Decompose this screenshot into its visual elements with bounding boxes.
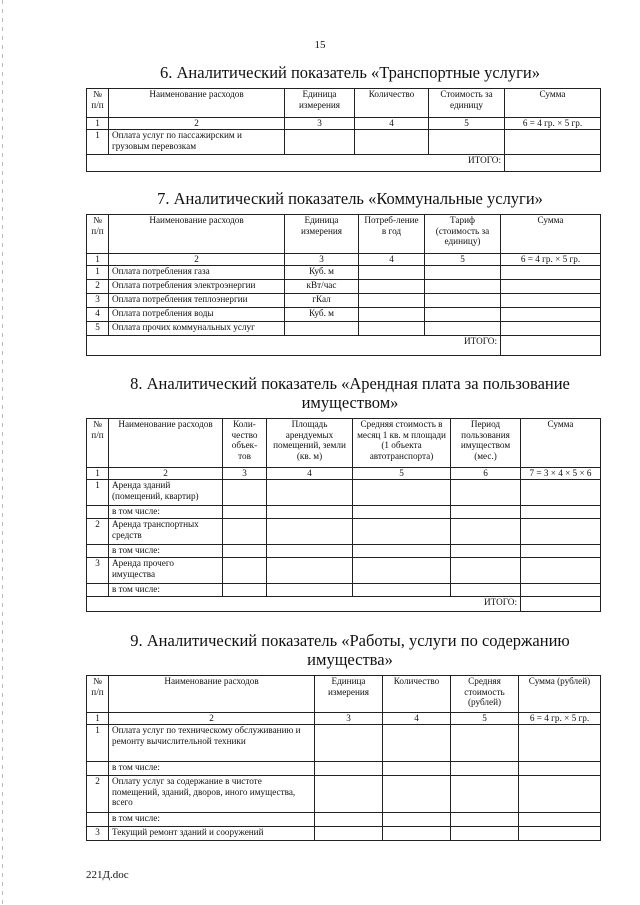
numbering-cell: 4	[267, 468, 353, 480]
empty-cell	[359, 308, 425, 322]
numbering-cell: 4	[383, 713, 451, 725]
header-cell: Коли-чество объек-тов	[223, 419, 267, 468]
empty-cell	[425, 294, 501, 308]
row-number: 3	[87, 827, 109, 841]
empty-cell	[223, 584, 267, 597]
footer-filename: 221Д.doc	[86, 869, 129, 881]
header-cell: Сумма (рублей)	[519, 676, 601, 713]
empty-cell	[267, 480, 353, 506]
total-value-box	[521, 597, 601, 612]
row-unit: Куб. м	[285, 308, 359, 322]
empty-cell	[359, 294, 425, 308]
empty-cell	[383, 762, 451, 776]
numbering-cell: 3	[223, 468, 267, 480]
numbering-cell: 3	[285, 118, 355, 130]
empty-cell	[223, 480, 267, 506]
row-name: в том числе:	[109, 762, 315, 776]
empty-cell	[519, 725, 601, 762]
header-cell: Единица измерения	[285, 215, 359, 254]
empty-cell	[383, 813, 451, 827]
empty-cell	[267, 545, 353, 558]
header-cell: Средняя стоимость (рублей)	[451, 676, 519, 713]
row-name: в том числе:	[109, 813, 315, 827]
numbering-cell: 2	[109, 713, 315, 725]
header-cell: № п/п	[87, 676, 109, 713]
header-cell: Количество	[383, 676, 451, 713]
row-unit	[285, 322, 359, 336]
header-cell: Сумма	[501, 215, 601, 254]
table-row	[87, 519, 601, 545]
empty-cell	[519, 776, 601, 813]
row-name: Оплата потребления теплоэнергии	[109, 294, 285, 308]
row-unit	[285, 130, 355, 155]
empty-cell	[451, 480, 521, 506]
empty-cell	[451, 762, 519, 776]
numbering-row	[87, 468, 601, 480]
numbering-cell: 6	[451, 468, 521, 480]
row-name: Аренда прочего имущества	[109, 558, 223, 584]
empty-cell	[267, 519, 353, 545]
page-number: 15	[314, 39, 326, 51]
empty-cell	[353, 480, 451, 506]
empty-cell	[383, 725, 451, 762]
empty-cell	[501, 308, 601, 322]
empty-cell	[383, 827, 451, 841]
numbering-cell: 4	[359, 254, 425, 266]
header-cell: Наименование расходов	[109, 676, 315, 713]
header-cell: Сумма	[521, 419, 601, 468]
header-cell: Площадь арендуемых помещений, земли (кв. м)	[267, 419, 353, 468]
table-row	[87, 322, 601, 336]
empty-cell	[451, 519, 521, 545]
header-cell: Потреб-ление в год	[359, 215, 425, 254]
empty-cell	[353, 584, 451, 597]
row-name: в том числе:	[109, 545, 223, 558]
numbering-row	[87, 713, 601, 725]
empty-cell	[353, 545, 451, 558]
empty-cell	[521, 519, 601, 545]
row-name: Оплата потребления воды	[109, 308, 285, 322]
total-row	[87, 336, 601, 356]
numbering-cell: 7 = 3 × 4 × 5 × 6	[521, 468, 601, 480]
table-row	[87, 506, 601, 519]
empty-cell	[267, 506, 353, 519]
header-cell: № п/п	[87, 419, 109, 468]
empty-cell	[451, 506, 521, 519]
header-cell: Тариф (стоимость за единицу)	[425, 215, 501, 254]
numbering-cell: 1	[87, 118, 109, 130]
empty-cell	[359, 322, 425, 336]
empty-cell	[501, 266, 601, 280]
table-row	[87, 266, 601, 280]
empty-cell	[425, 322, 501, 336]
row-unit: Куб. м	[285, 266, 359, 280]
total-label: ИТОГО:	[87, 336, 501, 356]
empty-cell	[355, 130, 429, 155]
row-unit: кВт/час	[285, 280, 359, 294]
empty-cell	[267, 584, 353, 597]
row-name: в том числе:	[109, 506, 223, 519]
table-row	[87, 280, 601, 294]
numbering-cell: 5	[429, 118, 505, 130]
empty-cell	[315, 813, 383, 827]
empty-cell	[519, 762, 601, 776]
empty-cell	[451, 776, 519, 813]
header-cell: Единица измерения	[285, 89, 355, 118]
numbering-cell: 1	[87, 254, 109, 266]
empty-cell	[223, 558, 267, 584]
empty-cell	[425, 266, 501, 280]
section-8-title: 8. Аналитический показатель «Арендная плата за пользование имуществом»	[130, 374, 570, 412]
row-name: Оплата потребления электроэнергии	[109, 280, 285, 294]
row-name: Оплата услуг по техническому обслуживанию и ремонту вычислительной техники	[109, 725, 315, 762]
row-number: 1	[87, 725, 109, 762]
empty-cell	[315, 762, 383, 776]
row-unit: гКал	[285, 294, 359, 308]
total-label: ИТОГО:	[87, 597, 521, 612]
section-6-title: 6. Аналитический показатель «Транспортные услуги»	[160, 63, 540, 82]
table-row	[87, 480, 601, 506]
row-name: Текущий ремонт зданий и сооружений	[109, 827, 315, 841]
table-row	[87, 558, 601, 584]
row-number	[87, 584, 109, 597]
row-number: 3	[87, 294, 109, 308]
numbering-cell: 2	[109, 118, 285, 130]
empty-cell	[315, 827, 383, 841]
empty-cell	[353, 558, 451, 584]
header-cell: Количество	[355, 89, 429, 118]
empty-cell	[521, 545, 601, 558]
empty-cell	[223, 506, 267, 519]
empty-cell	[223, 545, 267, 558]
empty-cell	[505, 130, 601, 155]
table-row	[87, 545, 601, 558]
header-cell: Сумма	[505, 89, 601, 118]
total-label: ИТОГО:	[87, 155, 505, 172]
row-number: 3	[87, 558, 109, 584]
numbering-cell: 6 = 4 гр. × 5 гр.	[501, 254, 601, 266]
empty-cell	[451, 827, 519, 841]
row-name: Оплата прочих коммунальных услуг	[109, 322, 285, 336]
numbering-cell: 5	[353, 468, 451, 480]
table-row	[87, 813, 601, 827]
row-name: в том числе:	[109, 584, 223, 597]
empty-cell	[267, 558, 353, 584]
row-number: 1	[87, 130, 109, 155]
numbering-cell: 1	[87, 713, 109, 725]
header-cell: № п/п	[87, 215, 109, 254]
empty-cell	[521, 584, 601, 597]
numbering-cell: 4	[355, 118, 429, 130]
table-row	[87, 762, 601, 776]
empty-cell	[501, 322, 601, 336]
header-cell: Единица измерения	[315, 676, 383, 713]
empty-cell	[521, 506, 601, 519]
row-number	[87, 545, 109, 558]
row-number	[87, 506, 109, 519]
row-number	[87, 813, 109, 827]
empty-cell	[451, 813, 519, 827]
header-cell: Наименование расходов	[109, 89, 285, 118]
table-row	[87, 584, 601, 597]
table-row	[87, 776, 601, 813]
header-cell: Стоимость за единицу	[429, 89, 505, 118]
row-number: 2	[87, 519, 109, 545]
empty-cell	[223, 519, 267, 545]
row-number: 2	[87, 280, 109, 294]
section-8-table	[86, 418, 601, 612]
header-cell: Наименование расходов	[109, 419, 223, 468]
header-cell: Период пользования имуществом (мес.)	[451, 419, 521, 468]
numbering-cell: 6 = 4 гр. × 5 гр.	[519, 713, 601, 725]
empty-cell	[451, 545, 521, 558]
empty-cell	[521, 480, 601, 506]
header-row	[87, 676, 601, 713]
empty-cell	[383, 776, 451, 813]
numbering-cell: 1	[87, 468, 109, 480]
table-row	[87, 294, 601, 308]
table-row	[87, 130, 601, 155]
row-name: Оплата потребления газа	[109, 266, 285, 280]
table-row	[87, 725, 601, 762]
empty-cell	[315, 776, 383, 813]
row-number: 1	[87, 266, 109, 280]
section-6-table	[86, 88, 601, 172]
binding-margin-dots	[2, 0, 10, 905]
empty-cell	[359, 266, 425, 280]
numbering-cell: 6 = 4 гр. × 5 гр.	[505, 118, 601, 130]
empty-cell	[425, 308, 501, 322]
numbering-cell: 2	[109, 254, 285, 266]
table-row	[87, 827, 601, 841]
header-row	[87, 215, 601, 254]
section-7-table	[86, 214, 601, 356]
table-row	[87, 308, 601, 322]
header-cell: Наименование расходов	[109, 215, 285, 254]
row-name: Аренда транспортных средств	[109, 519, 223, 545]
header-row	[87, 89, 601, 118]
numbering-cell: 5	[425, 254, 501, 266]
empty-cell	[519, 813, 601, 827]
row-name: Аренда зданий (помещений, квартир)	[109, 480, 223, 506]
row-number: 2	[87, 776, 109, 813]
total-row	[87, 155, 601, 172]
header-row	[87, 419, 601, 468]
header-cell: № п/п	[87, 89, 109, 118]
total-row	[87, 597, 601, 612]
row-name: Оплату услуг за содержание в чистоте помещений, зданий, дворов, иного имущества, всего	[109, 776, 315, 813]
row-number: 1	[87, 480, 109, 506]
empty-cell	[501, 294, 601, 308]
empty-cell	[429, 130, 505, 155]
empty-cell	[451, 558, 521, 584]
empty-cell	[425, 280, 501, 294]
empty-cell	[521, 558, 601, 584]
numbering-row	[87, 254, 601, 266]
row-number: 4	[87, 308, 109, 322]
row-number: 5	[87, 322, 109, 336]
row-name: Оплата услуг по пассажирским и грузовым перевозкам	[109, 130, 285, 155]
empty-cell	[359, 280, 425, 294]
section-9-table	[86, 675, 601, 841]
numbering-row	[87, 118, 601, 130]
empty-cell	[353, 506, 451, 519]
numbering-cell: 2	[109, 468, 223, 480]
header-cell: Средняя стоимость в месяц 1 кв. м площади (1 объекта автотранспорта)	[353, 419, 451, 468]
empty-cell	[501, 280, 601, 294]
numbering-cell: 3	[285, 254, 359, 266]
section-7-title: 7. Аналитический показатель «Коммунальные услуги»	[157, 189, 543, 208]
empty-cell	[451, 584, 521, 597]
numbering-cell: 3	[315, 713, 383, 725]
row-number	[87, 762, 109, 776]
total-value-box	[505, 155, 601, 172]
section-9-title: 9. Аналитический показатель «Работы, услуги по содержанию имущества»	[130, 631, 570, 669]
empty-cell	[315, 725, 383, 762]
empty-cell	[519, 827, 601, 841]
numbering-cell: 5	[451, 713, 519, 725]
empty-cell	[353, 519, 451, 545]
empty-cell	[451, 725, 519, 762]
total-value-box	[501, 336, 601, 356]
